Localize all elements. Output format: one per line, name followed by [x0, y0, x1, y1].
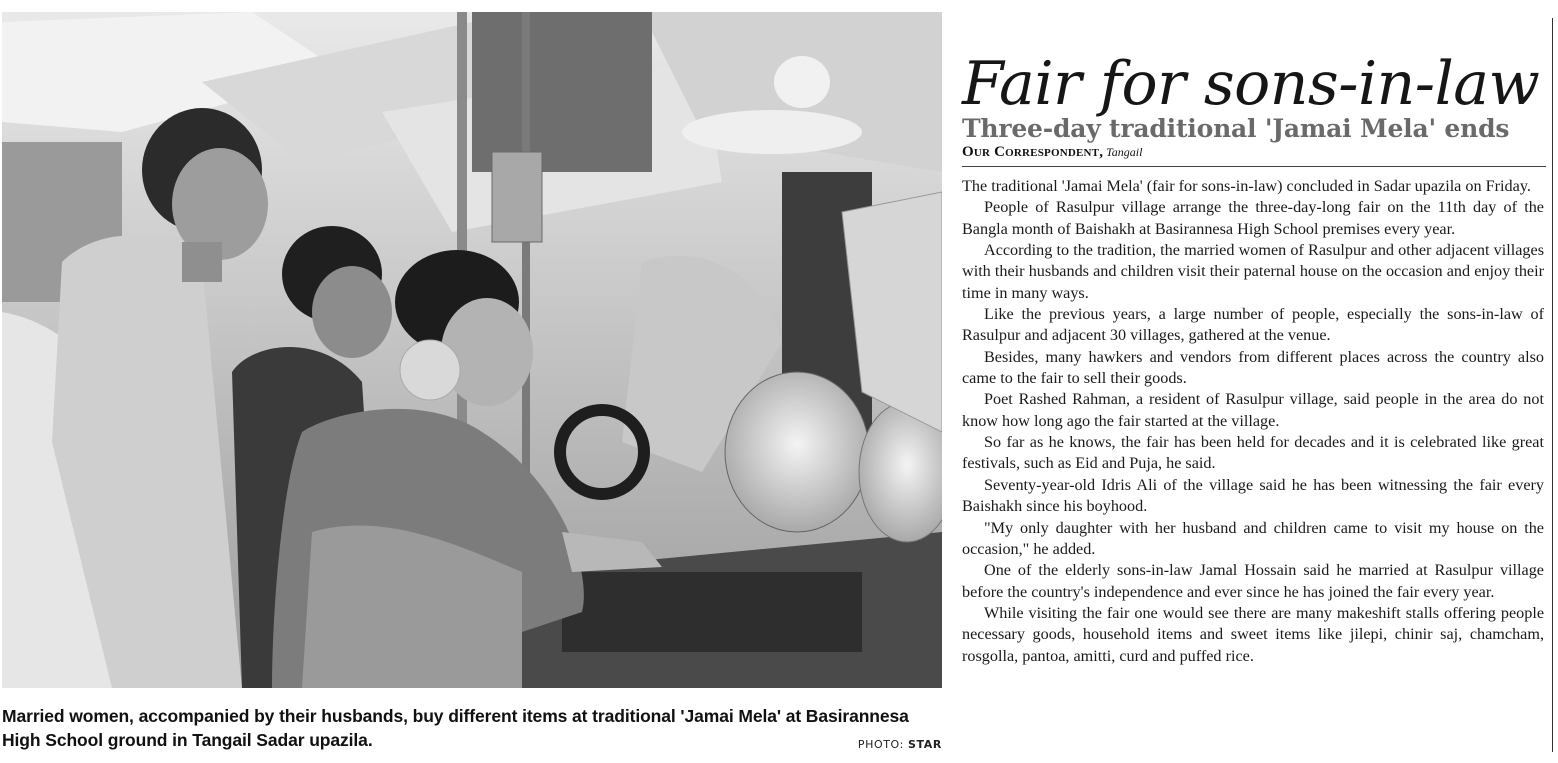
- byline: [962, 142, 1546, 167]
- article-paragraph: According to the tradition, the married women of Rasulpur and other adjacent villages with their husbands and children visit their paternal house on the occasion and enjoy their time in many ways.: [962, 241, 1544, 302]
- subheadline: Three-day traditional 'Jamai Mela' ends: [962, 113, 1510, 143]
- article-paragraph: "My only daughter with her husband and children came to visit my house on the occasion," he added.: [962, 518, 1544, 558]
- byline-name: Our Correspondent,: [962, 144, 1104, 160]
- article-paragraph: So far as he knows, the fair has been held for decades and it is celebrated like great festivals, such as Eid and Puja, he said.: [962, 433, 1544, 473]
- headline: Fair for sons-in-law: [962, 49, 1540, 120]
- photo-credit-source: STAR: [908, 738, 942, 751]
- column-rule: [1552, 18, 1553, 752]
- fair-scene-illustration: [2, 12, 942, 688]
- article-paragraph: While visiting the fair one would see there are many makeshift stalls offering people necessary goods, household items and sweet items like jilepi, chinir saj, chamcham, rosgolla, pantoa, amitti, curd and puffed rice.: [962, 603, 1544, 665]
- article-paragraph: Poet Rashed Rahman, a resident of Rasulpur village, said people in the area do not know how long ago the fair started at the village.: [962, 390, 1544, 430]
- article-paragraph: Like the previous years, a large number of people, especially the sons-in-law of Rasulpur and adjacent 30 villages, gathered at the venue.: [962, 305, 1544, 345]
- article-paragraph: Besides, many hawkers and vendors from different places across the country also came to the fair to sell their goods.: [962, 347, 1544, 388]
- photo-credit-label: PHOTO:: [857, 738, 904, 751]
- article-paragraph: People of Rasulpur village arrange the three-day-long fair on the 11th day of the Bangla month of Baishakh at Basirannesa High School premises every year.: [962, 198, 1544, 238]
- article-paragraph: The traditional 'Jamai Mela' (fair for sons-in-law) concluded in Sadar upazila on Friday.: [962, 177, 1531, 195]
- news-photo: [2, 12, 942, 688]
- article-paragraph: One of the elderly sons-in-law Jamal Hossain said he married at Rasulpur village before the country's independence and ever since he has joined the fair every year.: [962, 561, 1544, 601]
- photo-caption: Married women, accompanied by their husbands, buy different items at traditional 'Jamai Mela' at Basirannesa High School ground in Tangail Sadar upazila.: [2, 706, 909, 750]
- article-column: [962, 0, 1546, 763]
- photo-credit: [858, 738, 942, 751]
- byline-place: Tangail: [1106, 145, 1143, 159]
- article-paragraph: Seventy-year-old Idris Ali of the village said he has been witnessing the fair every Baishakh since his boyhood.: [962, 475, 1544, 516]
- article-body: [962, 176, 1544, 667]
